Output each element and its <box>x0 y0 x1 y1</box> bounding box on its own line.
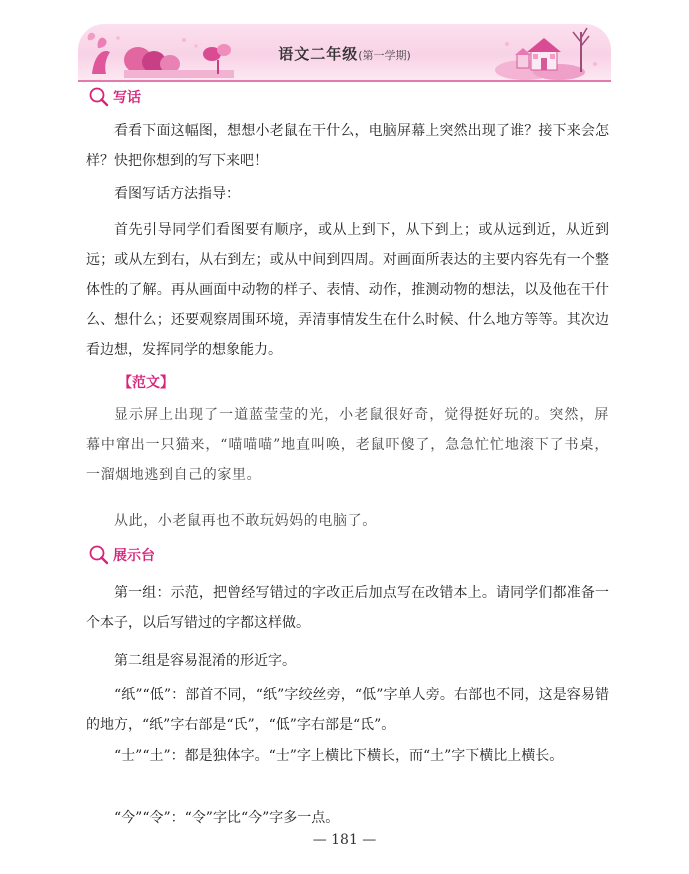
writing-guide-heading: 看图写话方法指导： <box>114 186 240 202</box>
model-essay-tag: 【范文】 <box>118 375 174 391</box>
showcase-paragraph: “士”“土”：都是独体字。“士”字上横比下横长，而“土”字下横比上横长。 <box>114 748 564 764</box>
section-heading-writing <box>86 86 141 108</box>
writing-prompt: 看看下面这幅图，想想小老鼠在干什么，电脑屏幕上突然出现了谁？接下来会怎样？快把你想到的写下来吧！ <box>86 123 609 169</box>
showcase-paragraph: “纸”“低”：部首不同，“纸”字绞丝旁，“低”字单人旁。右部也不同，这是容易错的地方，“纸”字右部是“氏”，“低”字右部是“氐”。 <box>86 687 609 733</box>
page-header <box>78 24 611 80</box>
writing-guide-text: 首先引导同学们看图要有顺序，或从上到下，从下到上；或从远到近，从近到远；或从左到右，从右到左；或从中间到四周。对画面所表达的主要内容先有一个整体性的了解。再从画面中动物的样子、表情、动作，推测动物的想法，以及他在干什么、想什么；还要观察周围环境，弄清事情发生在什么时候、什么地方等等。其次边看边想，发挥同学的想象能力。 <box>86 222 609 358</box>
model-essay-paragraph: 显示屏上出现了一道蓝莹莹的光，小老鼠很好奇，觉得挺好玩的。突然，屏幕中窜出一只猫来，“喵喵喵”地直叫唤，老鼠吓傻了，急急忙忙地滚下了书桌，一溜烟地逃到自己的家里。 <box>86 407 609 483</box>
magnifier-icon <box>86 86 112 108</box>
model-essay-paragraph: 从此，小老鼠再也不敢玩妈妈的电脑了。 <box>114 513 377 529</box>
page-number: — 181 — <box>312 832 377 848</box>
header-rule <box>78 80 611 82</box>
section-title-writing: 写话 <box>113 90 141 106</box>
header-subtitle: (第一学期) <box>358 49 411 62</box>
magnifier-icon <box>86 544 112 566</box>
showcase-paragraph: 第二组是容易混淆的形近字。 <box>114 653 296 669</box>
section-title-showcase: 展示台 <box>113 548 155 564</box>
showcase-paragraph: “今”“令”：“令”字比“今”字多一点。 <box>114 810 340 826</box>
house-tree-decoration-icon <box>495 24 605 80</box>
showcase-paragraph: 第一组：示范，把曾经写错过的字改正后加点写在改错本上。请同学们都准备一个本子，以后写错过的字都这样做。 <box>86 585 609 631</box>
header-title-text: 语文二年级 <box>278 45 359 63</box>
section-heading-showcase <box>86 544 155 566</box>
